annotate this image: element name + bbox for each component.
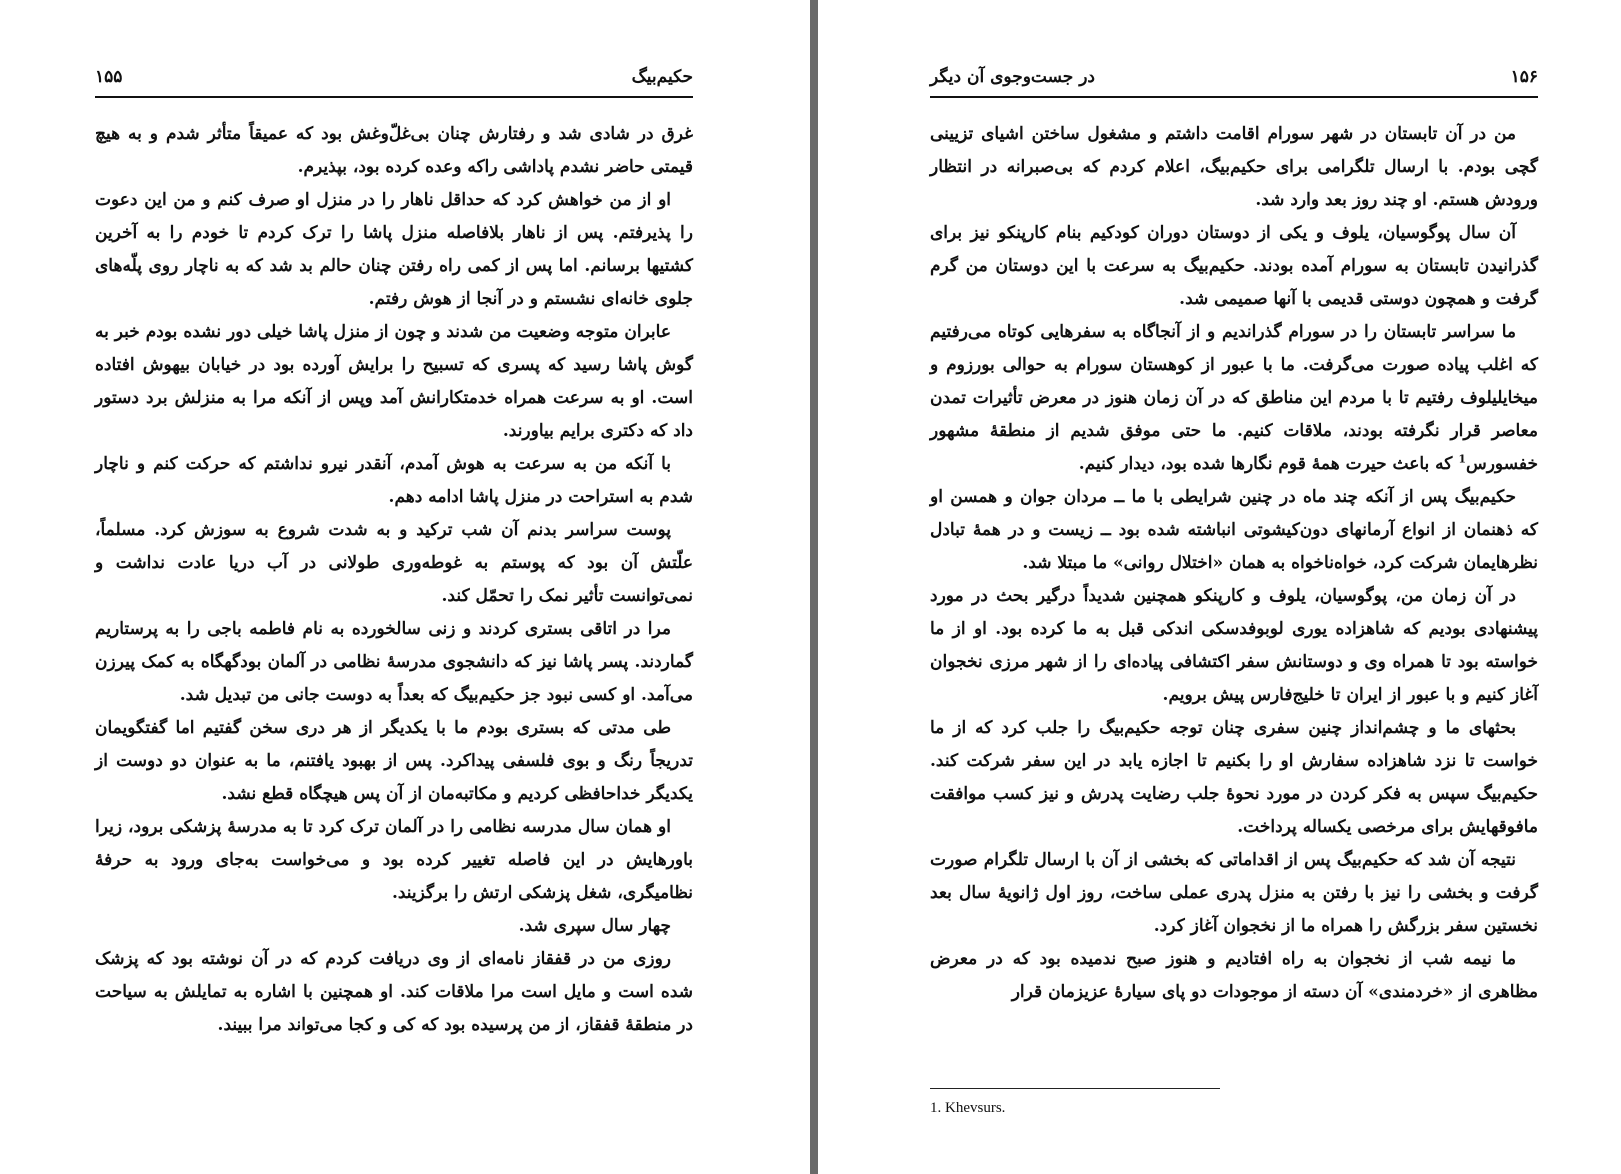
right-page-number: ۱۵۶: [1510, 67, 1538, 87]
left-page: [0, 0, 810, 1174]
left-paragraph: پوست سراسر بدنم آن شب ترکید و به شدت شروع به سوزش کرد. مسلماً، علّتش آن بود که پوستم به غوطه‌وری طولانی در آب دریا عادت نداشت و نمی‌توانست تأثیر نمک را تحمّل کند.: [95, 520, 693, 606]
right-paragraph: بحثهای ما و چشم‌انداز چنین سفری چنان توجه حکیم‌بیگ را جلب کرد که از ما خواست تا نزد شاهزاده سفارش او را بکنیم تا اجازه یابد در این سفر شرکت کند. حکیم‌بیگ سپس به فکر کردن در مورد نحوهٔ جلب رضایت پدرش و نیز کسب موافقت مافوقهایش برای مرخصی یکساله پرداخت.: [930, 718, 1538, 837]
right-page: [818, 0, 1621, 1174]
right-running-head: [930, 62, 1538, 98]
footnote-rule: [930, 1088, 1220, 1089]
left-body-text: [95, 118, 693, 1042]
left-paragraph: چهار سال سپری شد.: [518, 916, 671, 936]
left-paragraph: روزی من در قفقاز نامه‌ای از وی دریافت کردم که در آن نوشته بود که پزشک شده است و مایل است مرا ملاقات کند. او همچنین با اشاره به تمایلش به سیاحت در منطقهٔ قفقاز، از من پرسیده بود که کی و کجا می‌تواند مرا ببیند.: [95, 949, 693, 1035]
right-body-text: [930, 118, 1538, 1009]
right-header-title: در جست‌وجوی آن دیگر: [930, 67, 1095, 87]
right-paragraph: نتیجه آن شد که حکیم‌بیگ پس از اقداماتی که بخشی از آن با ارسال تلگرام صورت گرفت و بخشی را نیز با رفتن به منزل پدری عملی ساخت، روز اول ژانویهٔ سال بعد نخستین سفر بزرگش را همراه ما از نخجوان آغاز کرد.: [930, 850, 1538, 936]
left-paragraph: مرا در اتاقی بستری کردند و زنی سالخورده به نام فاطمه باجی را به پرستاریم گماردند. پسر پاشا نیز که دانشجوی مدرسهٔ نظامی در آلمان بودگهگاه به کمک پیرزن می‌آمد. او کسی نبود جز حکیم‌بیگ که بعداً به دوست جانی من تبدیل شد.: [95, 619, 693, 705]
right-paragraph: ما نیمه شب از نخجوان به راه افتادیم و هنوز صبح ندمیده بود که در معرض مظاهری از «خردمندی» آن دسته از موجودات دو پای سیارهٔ عزیزمان قرار: [930, 949, 1538, 1002]
footnote-reference: 1: [1458, 452, 1466, 466]
right-paragraph: من در آن تابستان در شهر سورام اقامت داشتم و مشغول ساختن اشیای تزیینی گچی بودم. با ارسال تلگرامی برای حکیم‌بیگ، اعلام کردم که بی‌صبرانه در انتظار ورودش هستم. او چند روز بعد وارد شد.: [930, 124, 1538, 210]
left-paragraph: طی مدتی که بستری بودم ما با یکدیگر از هر دری سخن گفتیم اما گفتگویمان تدریجاً رنگ و بوی فلسفی پیداکرد. پس از بهبود یافتنم، ما به عنوان دو دوست از یکدیگر خداحافظی کردیم و مکاتبه‌مان از آن پس هیچگاه قطع نشد.: [95, 718, 693, 804]
right-paragraph: حکیم‌بیگ پس از آنکه چند ماه در چنین شرایطی با ما ــ مردان جوان و همسن او که ذهنمان از انواع آرمانهای دون‌کیشوتی انباشته شده بود ــ زیست و در همهٔ تبادل نظرهایمان شرکت کرد، خواه‌ناخواه به همان «اختلال روانی» ما مبتلا شد.: [930, 487, 1538, 573]
left-page-number: ۱۵۵: [95, 67, 123, 87]
right-paragraph-text-continued: که باعث حیرت همهٔ قوم نگارها شده بود، دیدار کنیم.: [1078, 454, 1459, 474]
left-paragraph: عابران متوجه وضعیت من شدند و چون از منزل پاشا خیلی دور نشده بودم خبر به گوش پاشا رسید که پسری که تسبیح را برایش آورده بود در خیابان بیهوش افتاده است. او به سرعت همراه خدمتکارانش آمد وپس از آنکه مرا به منزلش برد دستور داد که دکتری برایم بیاورند.: [95, 322, 693, 441]
page-gutter: [810, 0, 818, 1174]
right-paragraph: در آن زمان من، پوگوسیان، یلوف و کارپنکو همچنین شدیداً درگیر بحث در مورد پیشنهادی بودیم که شاهزاده یوری لوبوفدسکی اندکی قبل به ما کرده بود. او از ما خواسته بود تا همراه وی و دوستانش سفر اکتشافی پیاده‌ای را از شهر مرزی نخجوان آغاز کنیم و با عبور از ایران تا خلیج‌فارس پیش برویم.: [930, 586, 1538, 705]
right-paragraph: آن سال پوگوسیان، یلوف و یکی از دوستان دوران کودکیم بنام کارپنکو نیز برای گذرانیدن تابستان به سورام آمده بودند. حکیم‌بیگ به سرعت با این دوستان من گرم گرفت و همچون دوستی قدیمی با آنها صمیمی شد.: [930, 223, 1538, 309]
left-header-title: حکیم‌بیگ: [631, 67, 693, 87]
left-paragraph: او از من خواهش کرد که حداقل ناهار را در منزل او صرف کنم و من این دعوت را پذیرفتم. پس از ناهار بلافاصله منزل پاشا را ترک کردم تا خودم را به آخرین کشتیها برسانم. اما پس از کمی راه رفتن چنان حالم بد شد که به ناچار روی پلّه‌های جلوی خانه‌ای نشستم و در آنجا از هوش رفتم.: [95, 190, 693, 309]
right-paragraph-text: ما سراسر تابستان را در سورام گذراندیم و از آنجاگاه به سفرهایی کوتاه می‌رفتیم که اغلب پیاده صورت می‌گرفت. ما با عبور از کوهستان سورام به حوالی بورزوم و میخایلیلوف رفتیم تا با مردم این مناطق که در آن زمان هنوز در معرض تأثیرات تمدن معاصر قرار نگرفته بودند، ملاقات کنیم. ما حتی موفق شدیم از منطقهٔ مشهور خفسورس: [930, 322, 1538, 474]
right-paragraph: [930, 316, 1538, 481]
footnote: 1. Khevsurs.: [930, 1100, 1006, 1116]
left-paragraph: غرق در شادی شد و رفتارش چنان بی‌غلّ‌وغش بود که عمیقاً متأثر شدم و به هیچ قیمتی حاضر نشدم پاداشی راکه وعده کرده بود، بپذیرم.: [95, 124, 693, 177]
left-paragraph: او همان سال مدرسه نظامی را در آلمان ترک کرد تا به مدرسهٔ پزشکی برود، زیرا باورهایش در این فاصله تغییر کرده بود و می‌خواست به‌جای ورود به حرفهٔ نظامیگری، شغل پزشکی ارتش را برگزیند.: [95, 817, 693, 903]
left-running-head: [95, 62, 693, 98]
left-paragraph: با آنکه من به سرعت به هوش آمدم، آنقدر نیرو نداشتم که حرکت کنم و ناچار شدم به استراحت در منزل پاشا ادامه دهم.: [95, 454, 693, 507]
